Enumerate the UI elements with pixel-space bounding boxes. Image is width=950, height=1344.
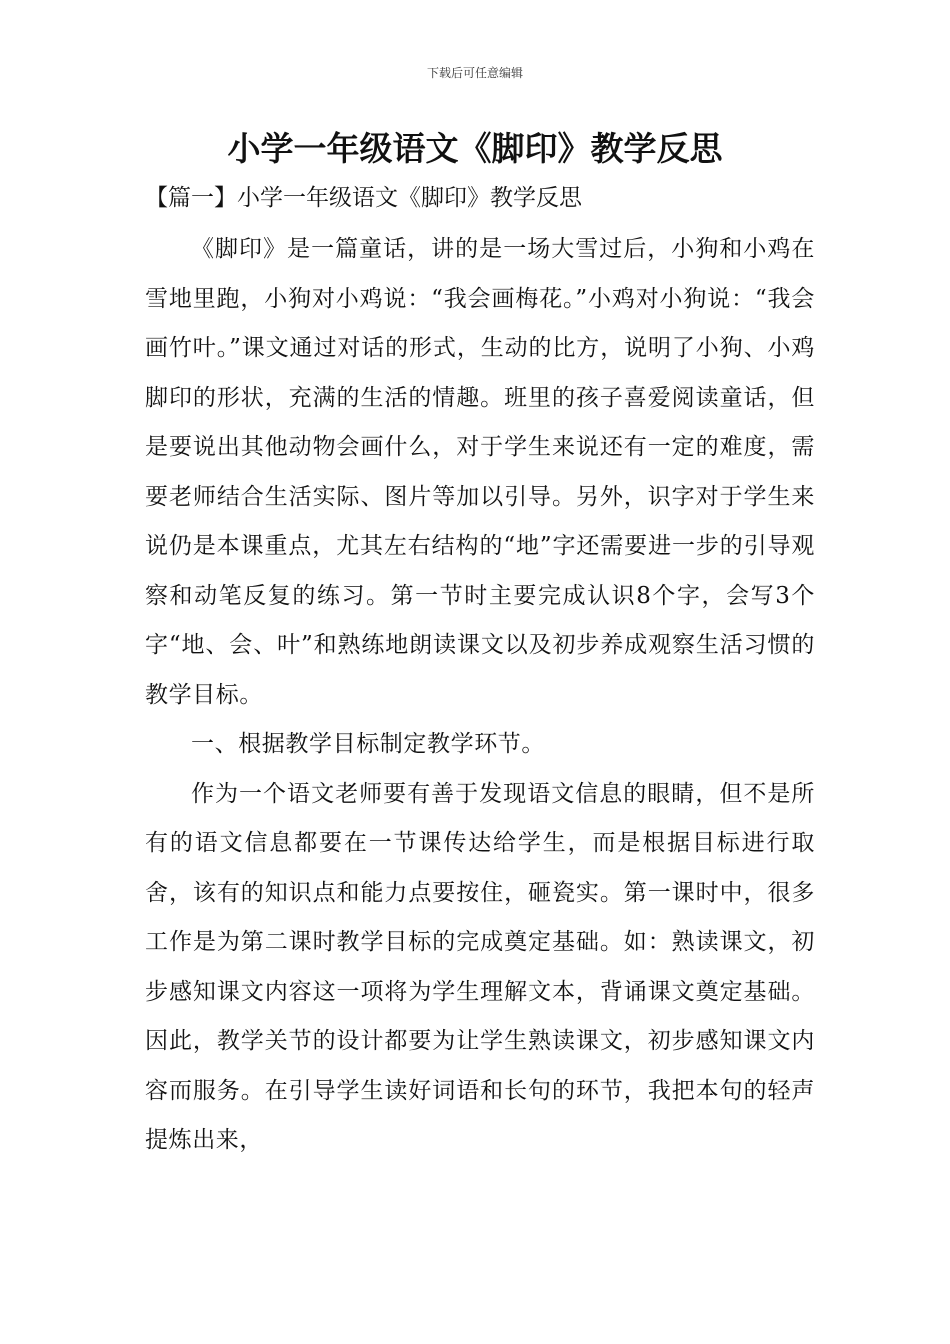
paragraph-subheading-1: 一、根据教学目标制定教学环节。 (191, 731, 545, 757)
header-note: 下载后可任意编辑 (426, 66, 523, 80)
document-title: 小学一年级语文《脚印》教学反思 (227, 129, 723, 168)
document-body (145, 225, 815, 1166)
paragraph-reflection: 作为一个语文老师要有善于发现语文信息的眼睛，但不是所有的语文信息都要在一节课传达给学生，而是根据目标进行取舍，该有的知识点和能力点要按住，砸瓷实。第一课时中，很多工作是为第二课时教学目标的完成奠定基础。如：熟读课文，初步感知课文内容这一项将为学生理解文本，背诵课文奠定基础。因此，教学关节的设计都要为让学生熟读课文，初步感知课文内容而服务。在引导学生读好词语和长句的环节，我把本句的轻声提炼出来， (145, 780, 815, 1153)
paragraph-intro: 《脚印》是一篇童话，讲的是一场大雪过后，小狗和小鸡在雪地里跑，小狗对小鸡说：“我会画梅花。”小鸡对小狗说：“我会画竹叶。”课文通过对话的形式，生动的比方，说明了小狗、小鸡脚印的形状，充满的生活的情趣。班里的孩子喜爱阅读童话，但是要说出其他动物会画什么，对于学生来说还有一定的难度，需要老师结合生活实际、图片等加以引导。另外，识字对于学生来说仍是本课重点，尤其左右结构的“地”字还需要进一步的引导观察和动笔反复的练习。第一节时主要完成认识8个字，会写3个字“地、会、叶”和熟练地朗读课文以及初步养成观察生活习惯的教学目标。 (145, 236, 815, 708)
section-heading: 【篇一】小学一年级语文《脚印》教学反思 (145, 185, 582, 211)
